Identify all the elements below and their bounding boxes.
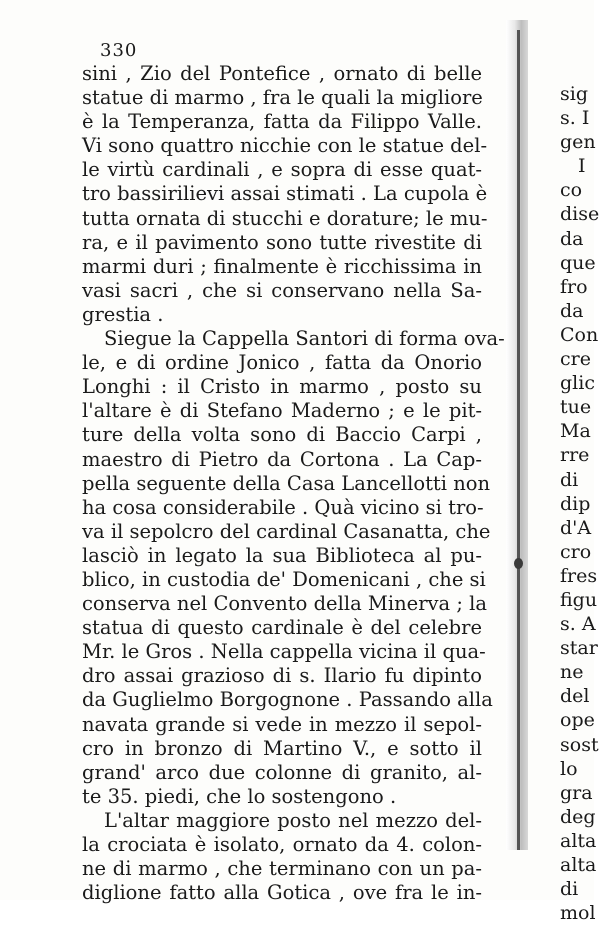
facing-page-text-fragment: deg (560, 805, 596, 828)
text-line: marmi duri ; finalmente è ricchissima in (82, 254, 482, 278)
text-line: diglione fatto alla Gotica , ove fra le in- (82, 881, 482, 905)
facing-page-text-fragment: figu (560, 588, 598, 611)
text-line: ture della volta sono di Baccio Carpi , (82, 423, 482, 447)
facing-page-text-fragment: di (560, 878, 579, 901)
text-line: tutta ornata di stucchi e dorature; le mu- (82, 206, 488, 230)
text-line: da Guglielmo Borgognone . Passando alla (82, 688, 493, 712)
facing-page-text-fragment: sig (560, 83, 588, 105)
facing-page-text-fragment: alta (560, 854, 597, 876)
text-line: lasciò in legato la sua Biblioteca al pu- (82, 543, 482, 567)
text-line: vasi sacri , che si conservano nella Sa- (82, 278, 482, 302)
facing-page-fragment (560, 82, 599, 925)
text-line: grestia . (82, 302, 164, 326)
facing-page-text-fragment: tue (560, 396, 592, 419)
text-line: va il sepolcro del cardinal Casanatta, che (82, 519, 491, 543)
text-line: è la Temperanza, fatta da Filippo Valle. (82, 110, 482, 134)
text-line: cro in bronzo di Martino V., e sotto il (82, 736, 482, 760)
facing-page-text-fragment: del (560, 685, 590, 708)
facing-page-text-fragment: gen (560, 131, 596, 154)
facing-page-text-fragment: Ma (560, 420, 591, 443)
facing-page-text-fragment: co (560, 179, 583, 202)
facing-page-text-fragment: s. A (560, 613, 596, 636)
text-line: la crociata è isolato, ornato da 4. colon- (82, 833, 482, 856)
facing-page-text-fragment: Con (560, 323, 599, 346)
text-line: Siegue la Cappella Santori di forma ova- (104, 327, 505, 351)
text-line: ra, e il pavimento sono tutte rivestite di (82, 230, 482, 254)
text-line: dro assai grazioso di s. Ilario fu dipinto (82, 664, 482, 688)
facing-page-text-fragment: d'A (560, 516, 592, 539)
text-line: grand' arco due colonne di granito, al- (82, 760, 482, 784)
facing-page-text-fragment: fro (560, 275, 588, 298)
text-line: L'altar maggiore posto nel mezzo del- (104, 808, 482, 832)
facing-page-text-fragment: mol (560, 902, 596, 925)
facing-page-text-fragment: star (560, 637, 598, 660)
text-line: blico, in custodia de' Domenicani , che si (82, 567, 486, 591)
text-line: le virtù cardinali , e sopra di esse quat- (82, 158, 482, 182)
text-line: navata grande si vede in mezzo il sepol- (82, 712, 482, 736)
text-line: conserva nel Convento della Minerva ; la (82, 592, 487, 616)
text-line: Longhi : il Cristo in marmo , posto su (82, 375, 482, 399)
facing-page-text-fragment: cre (560, 348, 591, 371)
text-line: Vi sono quattro nicchie con le statue del- (82, 134, 488, 158)
main-text-column (82, 62, 505, 905)
text-line: ha cosa considerabile . Quà vicino si tro- (82, 495, 484, 519)
facing-page-text-fragment: di (560, 468, 579, 491)
facing-page-text-fragment: s. I (560, 107, 590, 130)
facing-page-text-fragment: lo (560, 757, 578, 780)
page-number: 330 (100, 40, 138, 61)
text-line: ne di marmo , che terminano con un pa- (82, 857, 482, 881)
text-line: sini , Zio del Pontefice , ornato di belle (82, 62, 482, 85)
text-line: Mr. le Gros . Nella cappella vicina il qua- (82, 640, 486, 664)
text-line: statue di marmo , fra le quali la migliore (82, 86, 483, 110)
facing-page-text-fragment: que (560, 251, 596, 274)
facing-page-text-fragment: da (560, 299, 584, 322)
text-line: te 35. piedi, che lo sostengono . (82, 784, 397, 808)
facing-page-text-fragment: fres (560, 564, 598, 587)
facing-page-text-fragment: glic (560, 372, 595, 395)
gutter-shadow-line (517, 30, 520, 850)
text-line: maestro di Pietro da Cortona . La Cap- (82, 447, 482, 471)
facing-page-text-fragment: ne (560, 661, 584, 684)
text-line: le, e di ordine Jonico , fatta da Onorio (82, 351, 482, 375)
text-line: tro bassirilievi assai stimati . La cupola è (82, 182, 488, 206)
facing-page-text-fragment: dise (560, 203, 599, 226)
text-line: pella seguente della Casa Lancellotti non (82, 471, 491, 495)
facing-page-text-fragment: sost (560, 733, 599, 756)
facing-page-text-fragment: cro (560, 540, 592, 563)
facing-page-text-fragment: da (560, 227, 584, 250)
facing-page-text-fragment: I (578, 155, 586, 178)
facing-page-text-fragment: gra (560, 781, 593, 804)
facing-page-text-fragment: alta (560, 829, 597, 852)
facing-page-text-fragment: ope (560, 709, 595, 732)
facing-page-text-fragment: rre (560, 444, 590, 467)
text-line: l'altare è di Stefano Maderno ; e le pit- (82, 399, 482, 423)
text-line: statua di questo cardinale è del celebre (82, 616, 482, 640)
facing-page-text-fragment: dip (560, 492, 591, 515)
gutter-ink-spot (514, 558, 523, 569)
